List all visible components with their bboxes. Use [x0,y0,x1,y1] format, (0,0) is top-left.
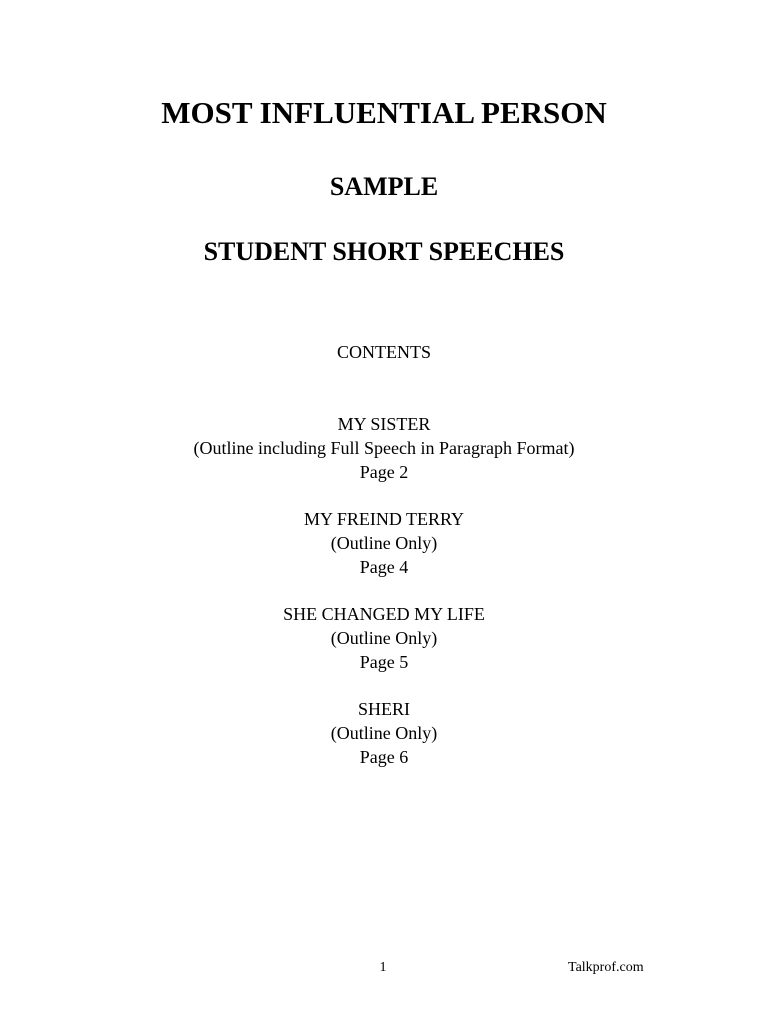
toc-entry-my-sister [0,412,768,484]
toc-entry-title: MY SISTER [337,414,431,434]
footer-page-number: 1 [379,960,387,975]
toc-entry-title: MY FREIND TERRY [303,509,465,529]
toc-entry-note: (Outline including Full Speech in Paragraph Format) [193,438,575,458]
document-title: MOST INFLUENTIAL PERSON [161,95,607,130]
contents-heading: CONTENTS [337,342,431,362]
toc-entry-title: SHERI [357,699,410,719]
toc-entry-note: (Outline Only) [330,628,438,648]
toc-entry-she-changed-my-life [0,602,768,674]
toc-entry-page: Page 6 [359,747,409,767]
table-of-contents [0,412,768,792]
toc-entry-page: Page 5 [359,652,409,672]
toc-entry-page: Page 4 [359,557,409,577]
toc-entry-note: (Outline Only) [330,533,438,553]
toc-entry-my-freind-terry [0,507,768,579]
toc-entry-sheri [0,697,768,769]
toc-entry-page: Page 2 [359,462,409,482]
toc-entry-note: (Outline Only) [330,723,438,743]
footer-site-name: Talkprof.com [568,960,644,975]
document-subtitle-sample: SAMPLE [329,172,439,201]
toc-entry-title: SHE CHANGED MY LIFE [283,604,485,624]
document-subtitle-speeches: STUDENT SHORT SPEECHES [203,237,565,266]
